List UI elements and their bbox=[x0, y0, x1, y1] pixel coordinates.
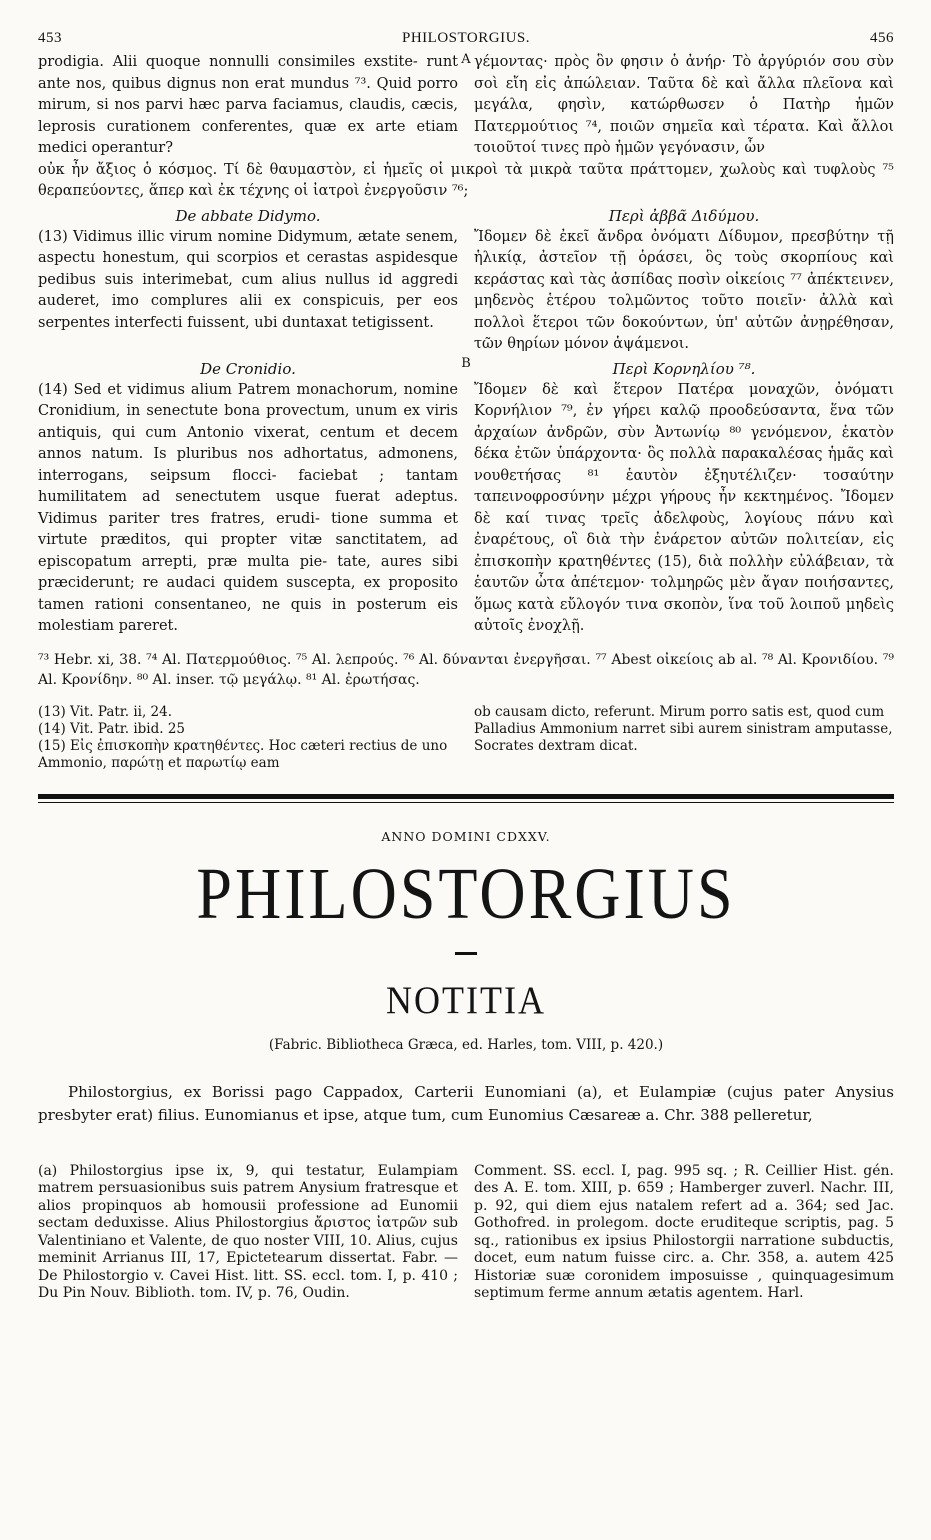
latin-text-cronidius: (14) Sed et vidimus alium Patrem monachorum, nomine Cronidium, in senectute bona provectum, unum ex viris antiquis, qui cum Antonio vixerat, centum et decem annos natum. Is pluribus nos adhortatus, admonens, interrogans, seipsum flocci- faciebat ; tantam humilitatem ad senectutem usque fuerat adeptus. Vidimus pariter tres fratres, erudi- tione summa et virtute præditos, qui propter vitæ sanctitatem, ad episcopatum arrepti, præ multa pie- tate, aures sibi præciderunt; re audaci quidem suscepta, ex proposito tamen rationi consentaneo, ne quis in posterum eis molestiam pareret. bbox=[38, 381, 458, 634]
cronidius-columns bbox=[38, 380, 894, 638]
page-number-left: 453 bbox=[38, 30, 62, 46]
subtitle: NOTITIA bbox=[386, 977, 546, 1022]
commentary-left bbox=[38, 704, 458, 772]
column-marker-a: A bbox=[461, 52, 471, 67]
source-citation: (Fabric. Bibliotheca Græca, ed. Harles, tom. VIII, p. 420.) bbox=[268, 1036, 664, 1053]
latin-text-didymus: (13) Vidimus illic virum nomine Didymum, ætate senem, aspectu honestum, qui scorpios et cerastas aspidesque pedibus suis interimebat, cum alius nullus id aggredi auderet, imo complures alii ex conspicuis, per eos serpentes interfecti fuissent, ubi duntaxat tetigissent. bbox=[38, 228, 458, 331]
commentary-note: (13) Vit. Patr. ii, 24. bbox=[38, 703, 173, 720]
didymus-headings bbox=[38, 203, 894, 227]
greek-paragraph-1: γέμοντας· πρὸς ὃν φησιν ὁ ἀνήρ· Τὸ ἀργύριόν σου σὺν σοὶ εἴη εἰς ἀπώλειαν. Ταῦτα δὲ καὶ ἄλλα πλεῖονα καὶ μεγάλα, φησὶν, κατώρθωσεν ὁ Πατὴρ ἡμῶν Πατερμούτιος ⁷⁴, ποιῶν σημεῖα καὶ τέρατα. Καὶ ἄλλοι τοιοῦτοί τινες πρὸ ἡμῶν γεγόνασιν, ὧν bbox=[474, 54, 894, 156]
section-rule-thin bbox=[38, 802, 894, 803]
section-rule-thick bbox=[38, 794, 894, 799]
greek-full-line: οὐκ ἦν ἄξιος ὁ κόσμος. Τί δὲ θαυμαστὸν, εἰ ἡμεῖς οἱ μικροὶ τὰ μικρὰ ταῦτα πράττομεν, χωλοὺς καὶ τυφλοὺς ⁷⁵ θεραπεύοντες, ἅπερ καὶ ἐκ τέχνης οἱ ἰατροὶ ἐνεργοῦσιν ⁷⁶; bbox=[38, 161, 894, 199]
didymus-columns bbox=[38, 227, 894, 356]
cronidius-headings bbox=[38, 356, 894, 380]
footnotes: ⁷³ Hebr. xi, 38. ⁷⁴ Al. Πατερμούθιος. ⁷⁵ Al. λεπρούς. ⁷⁶ Al. δύνανται ἐνεργῆσαι. ⁷⁷ Abest οἰκείοις ab al. ⁷⁸ Al. Κρονιδίου. ⁷⁹ Al. Κρονίδην. ⁸⁰ Al. inser. τῷ μεγάλῳ. ⁸¹ Al. ἐρωτήσας. bbox=[38, 651, 894, 688]
bottom-note-right: Comment. SS. eccl. I, pag. 995 sq. ; R. Ceillier Hist. gén. des A. E. tom. XIII, p. 659 ; Hamberger zuverl. Nachr. III, p. 92, qui diem ejus natalem refert ad a. 364; sed Jac. Gothofred. in prolegom. docte eruditeque scriptis, pag. 5 sq., rationibus ex ipsius Philostorgii narratione subductis, docet, eum natum fuisse circ. a. Chr. 358, a. autem 425 Historiæ suæ coronidem imposuisse , quinquagesimum septimum ferme annum ætatis agentem. Harl. bbox=[474, 1162, 894, 1301]
bottom-note-left: (a) Philostorgius ipse ix, 9, qui testatur, Eulampiam matrem persuasionibus suis patrem Anysium fratresque et alios propinquos ab homousii professione ad Eunomii sectam deduxisse. Alius Philostorgius ἄριστος ἰατρῶν sub Valentiniano et Valente, de quo noster VIII, 10. Alius, cujus meminit Arrianus III, 17, Epictetearum dissertat. Fabr. — De Philostorgio v. Cavei Hist. litt. SS. eccl. tom. I, p. 410 ; Du Pin Nouv. Biblioth. tom. IV, p. 76, Oudin. bbox=[38, 1162, 458, 1301]
commentary-right: ob causam dicto, referunt. Mirum porro satis est, quod cum Palladius Ammonium narret sibi aurem sinistram amputasse, Socrates dextram dicat. bbox=[474, 703, 893, 754]
greek-heading-didymus: Περὶ ἀββᾶ Διδύμου. bbox=[608, 206, 760, 225]
running-title: PHILOSTORGIUS. bbox=[402, 30, 530, 46]
column-marker-b: B bbox=[461, 355, 471, 371]
intro-paragraph: Philostorgius, ex Borissi pago Cappadox, Carterii Eunomiani (a), et Eulampiæ (cujus pater Anysius presbyter erat) filius. Eunomianus et ipse, atque tum, cum Eunomius Cæsareæ a. Chr. 388 pelleretur, bbox=[38, 1082, 894, 1124]
commentary bbox=[38, 704, 894, 772]
commentary-note: (14) Vit. Patr. ibid. 25 bbox=[38, 720, 186, 737]
greek-heading-cronidius: Περὶ Κορνηλίου ⁷⁸. bbox=[612, 359, 756, 378]
greek-text-cronidius: Ἴδομεν δὲ καὶ ἕτερον Πατέρα μοναχῶν, ὀνόματι Κορνήλιον ⁷⁹, ἐν γήρει καλῷ προοδεύσαντα, ἕνα τῶν ἀρχαίων ἀνδρῶν, σὺν Ἀντωνίῳ ⁸⁰ γενόμενον, ἑκατὸν δέκα ἐτῶν ὑπάρχοντα· ὃς πολλὰ παρακαλέσας ἡμᾶς καὶ νουθετήσας ⁸¹ ἑαυτὸν ἐξηυτέλιζεν· τοσαύτην ταπεινοφροσύνην μέχρι γήρους ἦν κεκτημένος. Ἴδομεν δὲ καί τινας τρεῖς ἀδελφοὺς, λογίους πάνυ καὶ ἐναρέτους, οἳ διὰ τὴν ἐνάρετον αὐτῶν πολιτείαν, εἰς ἐπισκοπὴν κρατηθέντες (15), διὰ πολλὴν εὐλάβειαν, τὰ ἑαυτῶν ὦτα ἀπέτεμον· τολμηρῶς μὲν ἄγαν ποιήσαντες, ὅμως κατὰ εὔλογόν τινα σκοπὸν, ἵνα τοῦ λοιποῦ μηδεὶς αὐτοῖς ἐνοχλῇ. bbox=[474, 381, 894, 634]
bottom-notes bbox=[38, 1149, 894, 1317]
latin-heading-cronidius: De Cronidio. bbox=[200, 359, 296, 378]
page bbox=[38, 30, 894, 1317]
top-columns bbox=[38, 52, 894, 160]
commentary-note: (15) Εἰς ἐπισκοπὴν κρατηθέντες. Hoc cæteri rectius de uno Ammonio, παρώτῃ et παρωτίῳ eam bbox=[38, 737, 448, 771]
running-head bbox=[38, 30, 894, 52]
main-title: PHILOSTORGIUS bbox=[196, 852, 736, 934]
page-number-right: 456 bbox=[870, 30, 894, 46]
greek-text-didymus: Ἴδομεν δὲ ἐκεῖ ἄνδρα ὀνόματι Δίδυμον, πρεσβύτην τῇ ἡλικίᾳ, ἀστεῖον τῇ ὁράσει, ὃς τοὺς σκορπίους καὶ κεράστας καὶ τὰς ἀσπίδας ποσὶν οἰκείοις ⁷⁷ ἀπέκτεινεν, μηδενὸς ἑτέρου τολμῶντος τοῦτο ποιεῖν· ἀλλὰ καὶ πολλοὶ ἕτεροι τῶν δοκούντων, ὑπ' αὐτῶν ἀνῃρέθησαν, τῶν θηρίων μόνον ἁψάμενοι. bbox=[474, 228, 894, 352]
title-dash bbox=[455, 952, 477, 955]
anno-domini: ANNO DOMINI CDXXV. bbox=[381, 828, 551, 844]
latin-paragraph-1: prodigia. Alii quoque nonnulli consimiles exstite- runt ante nos, quibus dignus non erat mundus ⁷³. Quid porro mirum, si nos parvi hæc parva faciamus, claudis, cæcis, leprosis curationem conferentes, quæ ex arte etiam medici operantur? bbox=[38, 54, 458, 156]
latin-heading-didymus: De abbate Didymo. bbox=[175, 206, 321, 225]
